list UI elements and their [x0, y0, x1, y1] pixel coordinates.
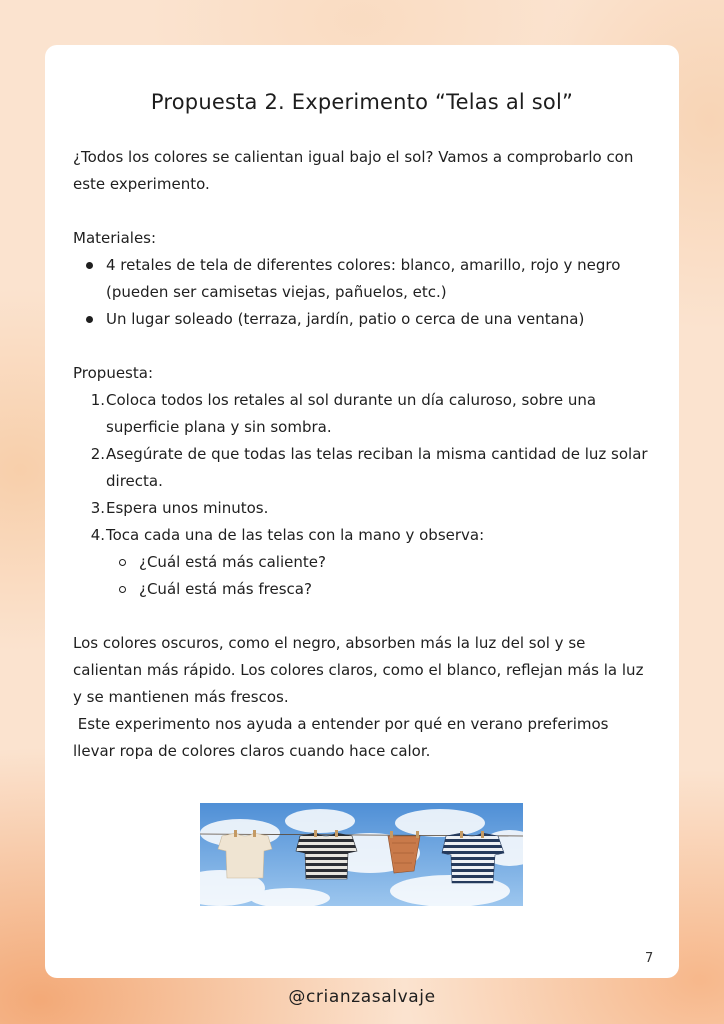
- steps-list: [73, 387, 653, 603]
- step-number: 1.: [90, 391, 105, 409]
- step-item: [73, 495, 653, 522]
- step-text: Espera unos minutos.: [106, 499, 269, 517]
- material-text: 4 retales de tela de diferentes colores: blanco, amarillo, rojo y negro (pueden ser camisetas viejas, pañuelos, etc.): [106, 256, 621, 301]
- list-item: [73, 306, 653, 333]
- social-handle: @crianzasalvaje: [288, 987, 436, 1007]
- question-text: ¿Cuál está más fresca?: [139, 580, 312, 598]
- bullet-icon: [86, 316, 93, 323]
- step-item: [73, 441, 653, 495]
- conclusion-paragraph-2: Este experimento nos ayuda a entender por qué en verano preferimos llevar ropa de colores claros cuando hace calor.: [73, 715, 614, 760]
- question-item: [106, 576, 653, 603]
- bullet-icon: [86, 262, 93, 269]
- main-content: [73, 144, 653, 765]
- step-item: [73, 387, 653, 441]
- page-title: Propuesta 2. Experimento “Telas al sol”: [150, 90, 574, 114]
- circle-bullet-icon: [119, 586, 126, 593]
- proposal-heading: Propuesta:: [73, 364, 153, 382]
- clothesline-photo: [200, 803, 523, 906]
- question-text: ¿Cuál está más caliente?: [139, 553, 326, 571]
- step-number: 4.: [90, 526, 105, 544]
- materials-heading: Materiales:: [73, 229, 157, 247]
- step-text: Asegúrate de que todas las telas reciban la misma cantidad de luz solar directa.: [106, 445, 648, 490]
- material-text: Un lugar soleado (terraza, jardín, patio o cerca de una ventana): [106, 310, 585, 328]
- intro-paragraph: ¿Todos los colores se calientan igual bajo el sol? Vamos a comprobarlo con este experimento.: [73, 148, 634, 193]
- questions-list: [106, 549, 653, 603]
- materials-list: [73, 252, 653, 333]
- page-number: 7: [645, 951, 654, 966]
- step-item: [73, 522, 653, 603]
- circle-bullet-icon: [119, 559, 126, 566]
- step-number: 3.: [90, 499, 105, 517]
- step-text: Coloca todos los retales al sol durante un día caluroso, sobre una superficie plana y sin sombra.: [106, 391, 597, 436]
- step-text: Toca cada una de las telas con la mano y observa:: [106, 526, 485, 544]
- step-number: 2.: [90, 445, 105, 463]
- list-item: [73, 252, 653, 306]
- conclusion-paragraph: Los colores oscuros, como el negro, absorben más la luz del sol y se calientan más rápido. Los colores claros, como el blanco, reflejan más la luz y se mantienen más frescos.: [73, 634, 644, 706]
- question-item: [106, 549, 653, 576]
